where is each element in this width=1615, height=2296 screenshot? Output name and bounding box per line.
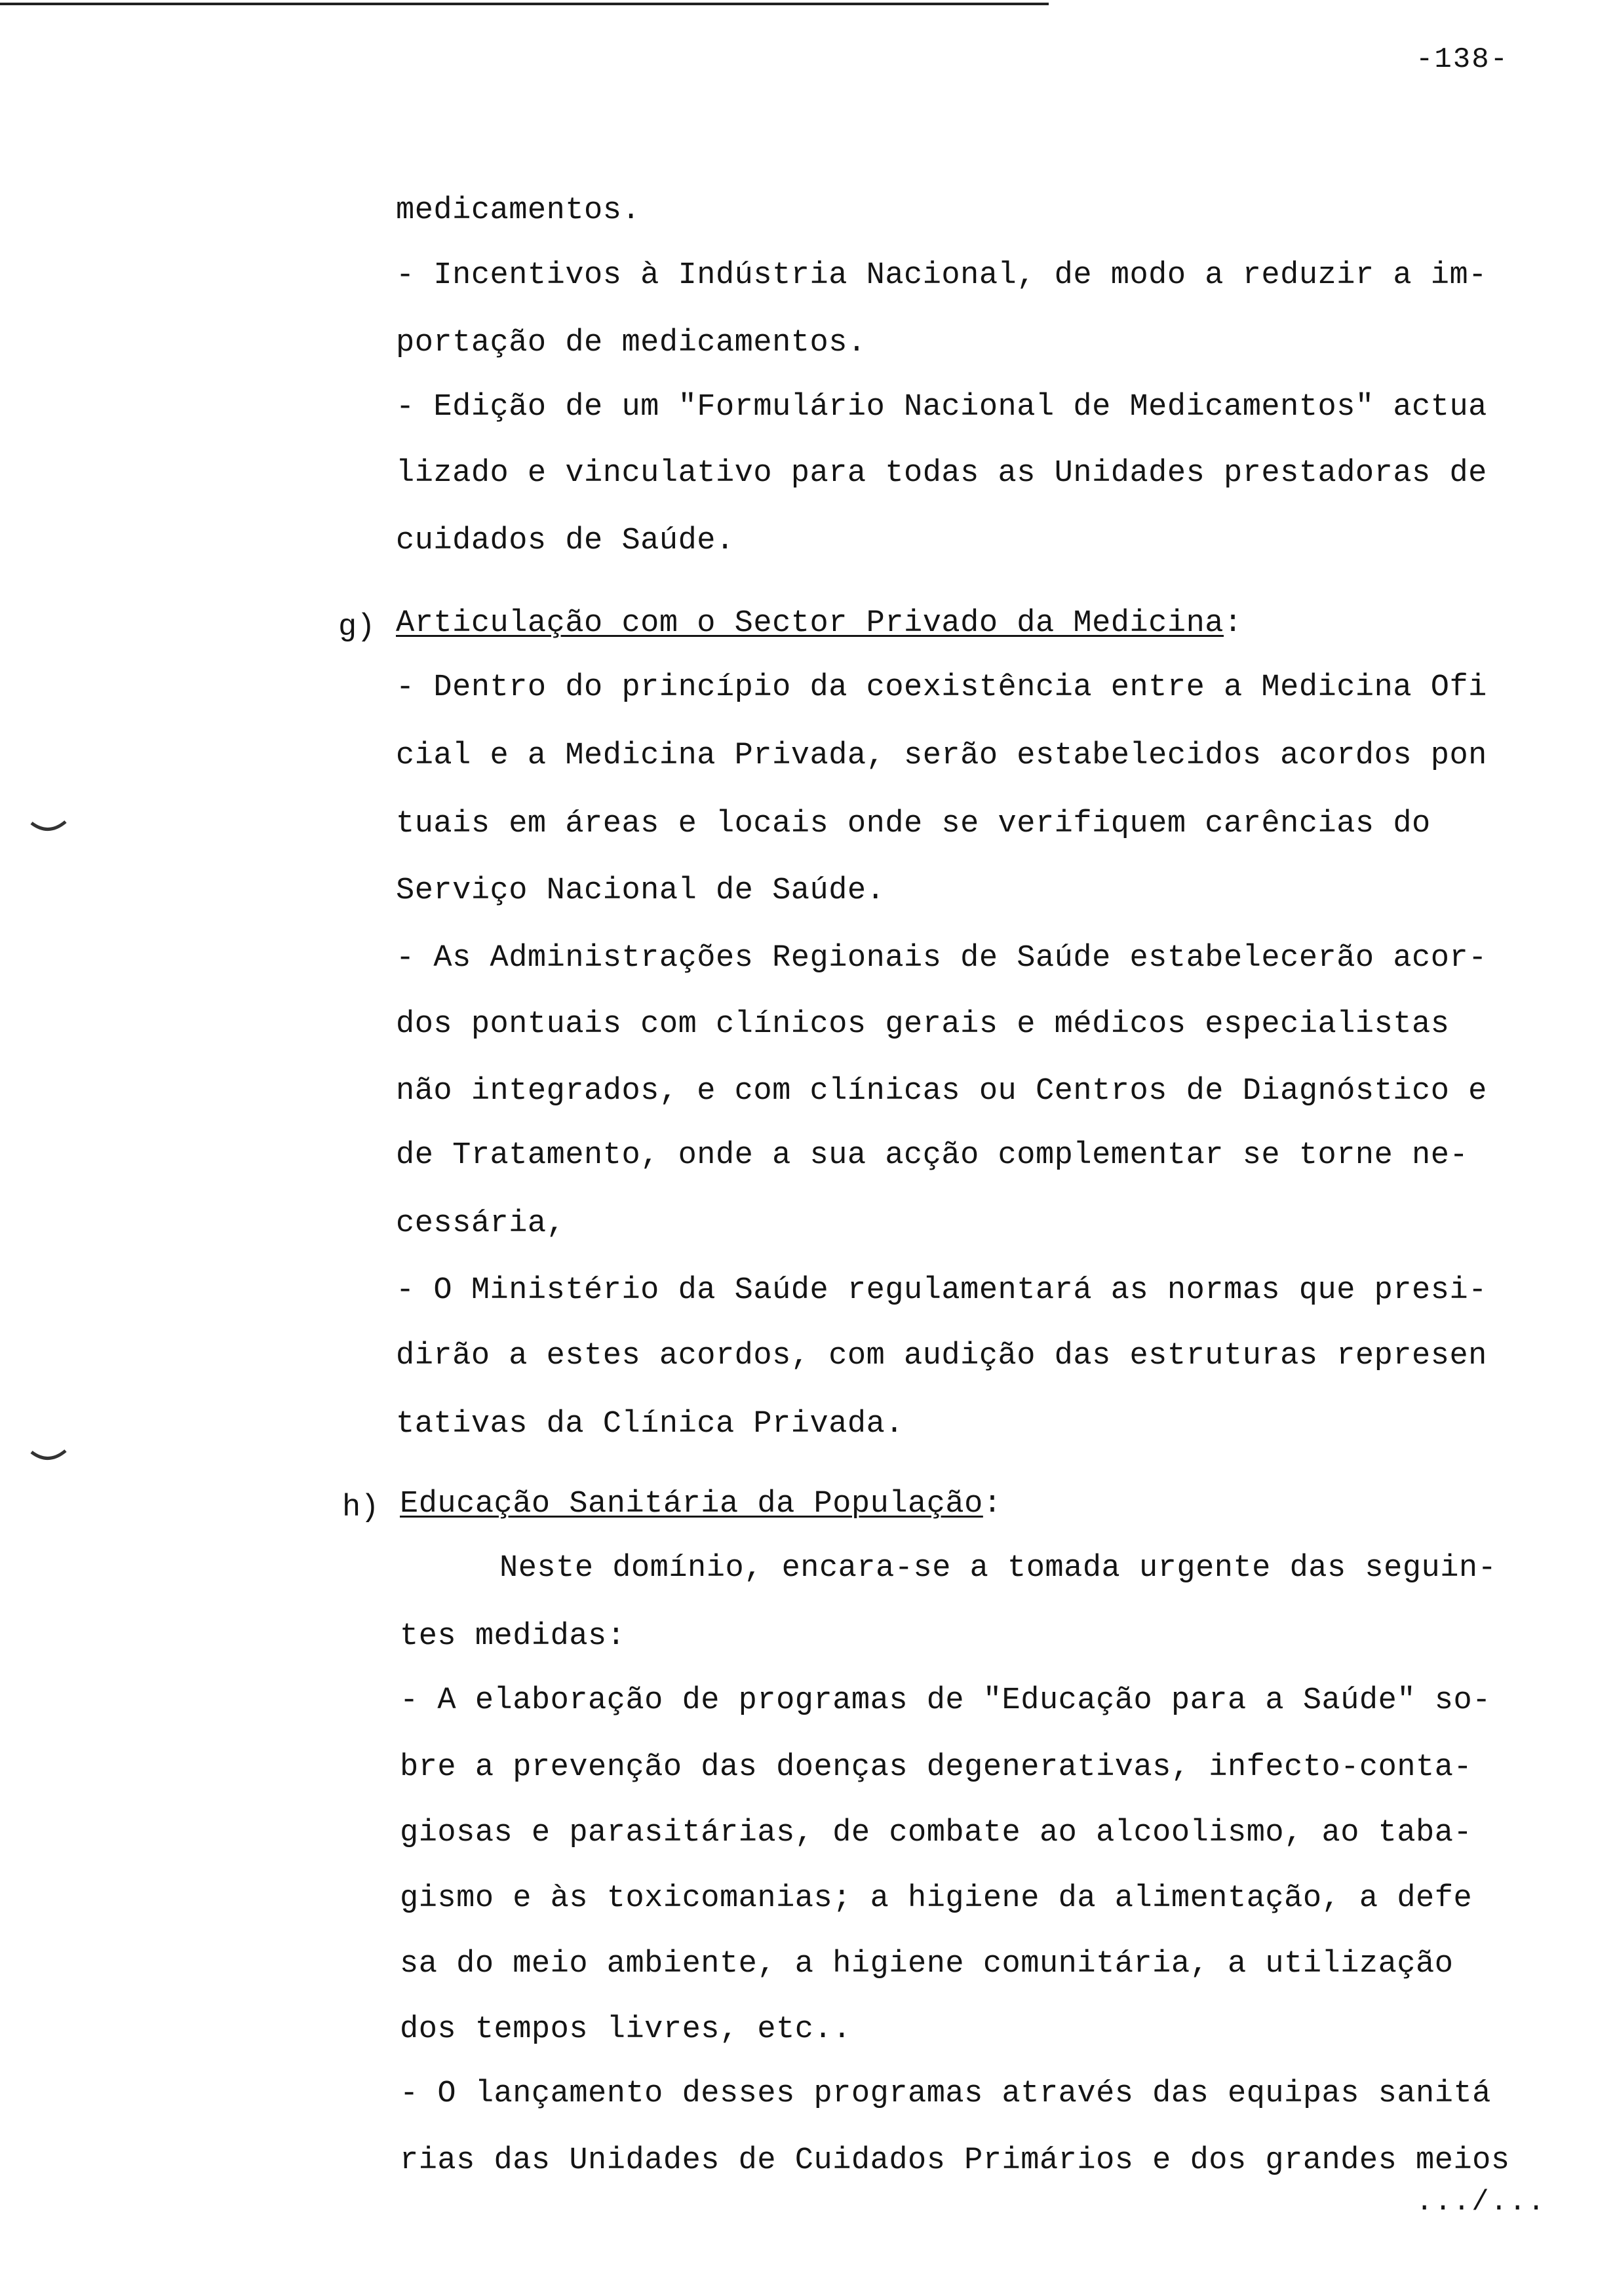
text-line: - Edição de um "Formulário Nacional de Medicamentos" actua (396, 390, 1487, 425)
text-line: de Tratamento, onde a sua acção complementar se torne ne- (396, 1138, 1469, 1173)
text-line: tuais em áreas e locais onde se verifiquem carências do (396, 807, 1431, 841)
text-line: tes medidas: (400, 1619, 626, 1654)
margin-mark-icon (29, 819, 68, 839)
section-heading-g (396, 604, 1243, 643)
text-line: bre a prevenção das doenças degenerativas, infecto-conta- (400, 1750, 1473, 1785)
text-line: cial e a Medicina Privada, serão estabelecidos acordos pon (396, 738, 1487, 773)
text-line: tativas da Clínica Privada. (396, 1407, 905, 1442)
text-line: portação de medicamentos. (396, 326, 866, 360)
section-colon-g: : (1224, 606, 1243, 641)
top-rule (0, 3, 1049, 5)
section-label-h: h) (342, 1491, 379, 1525)
text-line: não integrados, e com clínicas ou Centros de Diagnóstico e (396, 1074, 1487, 1109)
page-number: -138- (1416, 43, 1509, 76)
text-line: giosas e parasitárias, de combate ao alcoolismo, ao taba- (400, 1816, 1473, 1850)
text-line: - Dentro do princípio da coexistência entre a Medicina Ofi (396, 670, 1487, 705)
text-line: sa do meio ambiente, a higiene comunitária, a utilização (400, 1947, 1454, 1981)
page-continuation: .../... (1416, 2186, 1546, 2219)
text-line: cuidados de Saúde. (396, 524, 735, 558)
section-colon-h: : (983, 1487, 1002, 1521)
text-line: - Incentivos à Indústria Nacional, de modo a reduzir a im- (396, 258, 1487, 293)
section-title-g: Articulação com o Sector Privado da Medicina (396, 606, 1224, 641)
text-line: lizado e vinculativo para todas as Unidades prestadoras de (396, 456, 1487, 491)
text-line: dos tempos livres, etc.. (400, 2012, 851, 2047)
text-line: gismo e às toxicomanias; a higiene da alimentação, a defe (400, 1881, 1473, 1916)
text-line: cessária, (396, 1206, 566, 1241)
text-line: rias das Unidades de Cuidados Primários e dos grandes meios (400, 2143, 1510, 2178)
margin-mark-icon (29, 1448, 68, 1468)
text-line: - A elaboração de programas de "Educação para a Saúde" so- (400, 1683, 1491, 1718)
text-line: - O lançamento desses programas através das equipas sanitá (400, 2076, 1491, 2111)
text-line: - O Ministério da Saúde regulamentará as normas que presi- (396, 1273, 1487, 1308)
text-line: dos pontuais com clínicos gerais e médicos especialistas (396, 1007, 1450, 1042)
text-line: Neste domínio, encara-se a tomada urgente das seguin- (499, 1551, 1497, 1586)
text-line: Serviço Nacional de Saúde. (396, 873, 885, 908)
section-title-h: Educação Sanitária da População (400, 1487, 983, 1521)
text-line: - As Administrações Regionais de Saúde estabelecerão acor- (396, 941, 1487, 976)
section-heading-h (400, 1485, 1002, 1524)
section-label-g: g) (338, 610, 376, 645)
text-line: dirão a estes acordos, com audição das estruturas represen (396, 1339, 1487, 1373)
text-line: medicamentos. (396, 193, 641, 228)
